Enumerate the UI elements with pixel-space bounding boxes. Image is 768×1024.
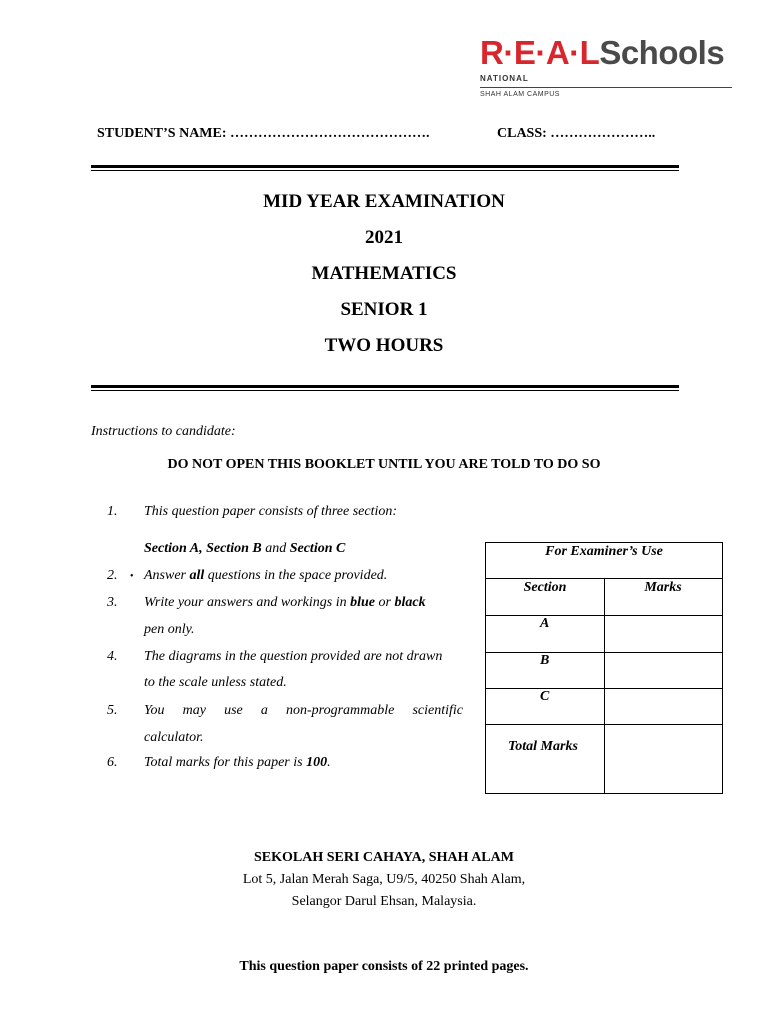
item-text: Section A, Section B and Section C bbox=[144, 541, 346, 556]
exam-title-block bbox=[0, 190, 768, 370]
table-row bbox=[486, 616, 722, 653]
top-divider bbox=[91, 165, 679, 171]
bottom-divider bbox=[91, 385, 679, 391]
item-text: Total marks for this paper is 100. bbox=[144, 755, 331, 770]
item-text: calculator. bbox=[144, 730, 204, 745]
school-name: SEKOLAH SERI CAHAYA, SHAH ALAM bbox=[254, 850, 514, 865]
section-a-marks[interactable] bbox=[604, 616, 722, 652]
section-c-label: C bbox=[540, 689, 550, 704]
section-b-marks[interactable] bbox=[604, 653, 722, 688]
item-text: This question paper consists of three section: bbox=[144, 504, 398, 519]
logo-divider bbox=[480, 87, 732, 88]
exam-year: 2021 bbox=[365, 227, 403, 248]
logo-schools-text: Schools bbox=[599, 34, 725, 71]
item-text: pen only. bbox=[144, 622, 195, 637]
section-b-label: B bbox=[540, 653, 550, 668]
table-row bbox=[486, 653, 722, 689]
table-title: For Examiner’s Use bbox=[545, 544, 663, 559]
item-number: 2. bbox=[107, 568, 118, 583]
logo-wordmark bbox=[480, 36, 740, 70]
item-number: 5. bbox=[107, 703, 118, 718]
total-marks-label: Total Marks bbox=[508, 739, 578, 754]
section-c-marks[interactable] bbox=[604, 689, 722, 724]
item-number: 3. bbox=[107, 595, 118, 610]
table-row bbox=[486, 689, 722, 725]
item-number: 1. bbox=[107, 504, 118, 519]
table-header-row bbox=[486, 579, 722, 616]
bullet-icon: • bbox=[130, 571, 134, 582]
table-title-row bbox=[486, 543, 722, 579]
item-number: 4. bbox=[107, 649, 118, 664]
exam-duration: TWO HOURS bbox=[324, 335, 444, 356]
school-address-line2: Selangor Darul Ehsan, Malaysia. bbox=[291, 894, 477, 909]
item-text: Answer all questions in the space provided. bbox=[144, 568, 388, 583]
logo-national: NATIONAL bbox=[480, 74, 529, 83]
instructions-warning: DO NOT OPEN THIS BOOKLET UNTIL YOU ARE TOLD TO DO SO bbox=[167, 457, 601, 472]
item-text: to the scale unless stated. bbox=[144, 675, 287, 690]
item-text: The diagrams in the question provided are not drawn bbox=[144, 649, 443, 664]
student-name-field: STUDENT’S NAME: ……………………………………. bbox=[97, 126, 430, 141]
table-total-row bbox=[486, 725, 722, 793]
logo-real-text: R·E·A·L bbox=[480, 34, 600, 71]
item-number: 6. bbox=[107, 755, 118, 770]
class-field: CLASS: ………………….. bbox=[497, 126, 656, 141]
logo-campus: SHAH ALAM CAMPUS bbox=[480, 91, 560, 98]
page-count-note: This question paper consists of 22 printed pages. bbox=[239, 959, 529, 974]
section-a-label: A bbox=[540, 616, 550, 631]
exam-subject: MATHEMATICS bbox=[311, 263, 457, 284]
header-marks: Marks bbox=[644, 580, 682, 595]
exam-level: SENIOR 1 bbox=[340, 299, 428, 320]
item-text: Write your answers and workings in blue or black bbox=[144, 595, 426, 610]
school-address-line1: Lot 5, Jalan Merah Saga, U9/5, 40250 Shah Alam, bbox=[242, 872, 526, 887]
school-logo bbox=[480, 36, 740, 100]
instructions-heading: Instructions to candidate: bbox=[91, 424, 236, 439]
total-marks-cell[interactable] bbox=[604, 725, 722, 793]
item-text: You may use a non-programmable scientific bbox=[144, 703, 463, 718]
header-section: Section bbox=[523, 580, 567, 595]
exam-title: MID YEAR EXAMINATION bbox=[263, 191, 505, 212]
examiner-use-table bbox=[485, 542, 723, 794]
